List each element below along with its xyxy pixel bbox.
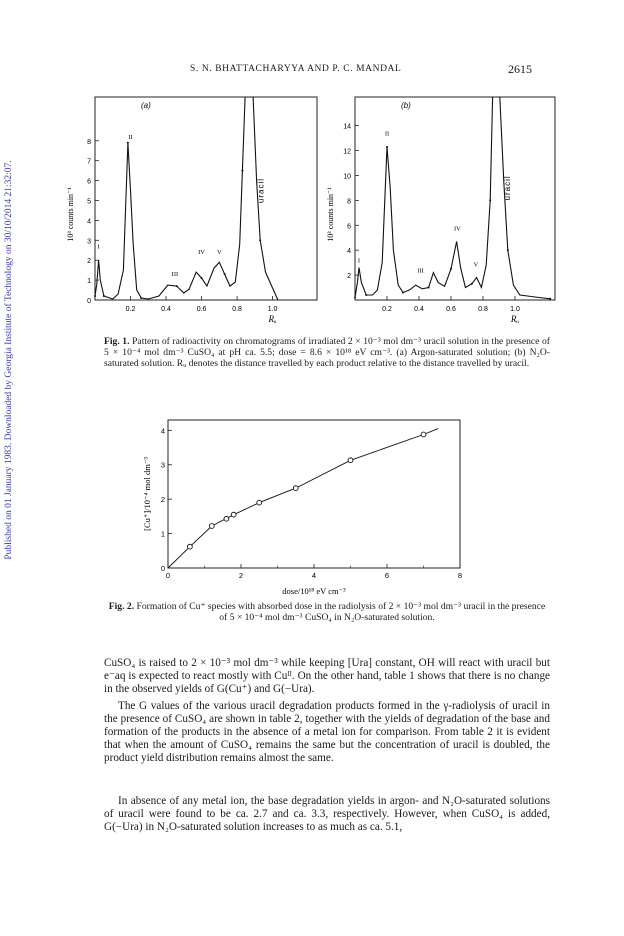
fit-curve (168, 429, 438, 568)
download-watermark-text: Published on 01 January 1983. Downloaded by Georgia Institute of Technology on 30/10/2014 21:32:07. (4, 160, 14, 560)
x-tick-label: 1.0 (510, 306, 520, 313)
peak-label: III (417, 267, 424, 275)
y-axis-label: [Cu⁺]/10⁻⁴ mol dm⁻³ (142, 457, 152, 531)
body-paragraph-3: In absence of any metal ion, the base degradation yields in argon- and N₂O-saturated solutions of uracil were found to be ca. 2.7 and ca. 3.3, respectively. However, when CuSO₄ is added, G(−Ura) in N₂O-saturated solution increases to as much as ca. 5.1, (104, 795, 550, 833)
peak-label: V (473, 261, 479, 269)
x-tick-label: 0.6 (196, 306, 207, 313)
x-axis-label: dose/10¹⁸ eV cm⁻³ (282, 586, 346, 596)
data-point (224, 516, 229, 521)
x-axis-label: Rᵤ (510, 314, 520, 324)
y-tick-label: 1 (160, 529, 165, 539)
panel-label: (a) (141, 101, 151, 110)
panel-label: (b) (401, 101, 411, 110)
figure-1-caption-label: Fig. 1. (104, 336, 130, 347)
y-tick-label: 12 (343, 148, 351, 156)
x-tick-label: 0.6 (446, 306, 456, 313)
x-tick-label: 4 (311, 571, 317, 580)
curve-marker (354, 297, 356, 299)
peak-label: II (384, 130, 390, 138)
y-tick-label: 3 (87, 238, 91, 246)
peak-label: II (128, 133, 133, 141)
figure-1-caption (104, 336, 550, 370)
y-tick-label: 14 (343, 123, 351, 131)
plot-frame (168, 420, 460, 568)
peak-label: V (216, 249, 222, 257)
curve-marker (241, 170, 243, 172)
curve-marker (489, 199, 491, 201)
curve-marker (386, 146, 388, 148)
data-point (348, 458, 353, 463)
figure-1-panel-a (66, 97, 317, 324)
peak-label: IV (198, 249, 205, 257)
x-tick-label: 0.8 (478, 306, 488, 313)
x-tick-label: 0.2 (125, 306, 136, 313)
y-axis-label: 10³ counts min⁻¹ (326, 187, 335, 242)
y-tick-label: 5 (87, 198, 91, 206)
curve-marker (402, 292, 404, 294)
x-tick-label: 2 (238, 571, 244, 580)
figure-2 (140, 412, 480, 602)
y-tick-label: 0 (87, 298, 91, 305)
x-tick-label: 0.8 (232, 306, 242, 313)
peak-label-uracil: uracil (256, 177, 266, 204)
curve-marker (428, 287, 430, 289)
radioactivity-curve (95, 97, 278, 300)
curve-marker (103, 295, 105, 297)
x-tick-label: 6 (384, 571, 390, 580)
curve-marker (94, 295, 96, 297)
data-point (188, 544, 193, 549)
y-tick-label: 8 (347, 198, 351, 206)
x-tick-label: 1.0 (267, 306, 278, 313)
y-tick-label: 4 (87, 218, 91, 226)
curve-marker (450, 268, 452, 270)
panel-frame (95, 97, 317, 300)
curve-marker (549, 298, 551, 300)
peak-label: IV (453, 225, 461, 233)
x-tick-label: 0 (165, 571, 171, 580)
curve-marker (201, 277, 203, 279)
data-point (231, 512, 236, 517)
peak-label: I (97, 243, 100, 251)
peak-label: III (171, 271, 179, 279)
y-tick-label: 6 (347, 223, 351, 231)
x-tick-label: 0.4 (161, 306, 171, 313)
y-tick-label: 4 (347, 248, 351, 256)
peak-label: I (357, 257, 361, 265)
body-paragraph-1: CuSO₄ is raised to 2 × 10⁻³ mol dm⁻³ while keeping [Ura] constant, OH will react with uracil but e⁻aq is expected to react mostly with Cuᴵᴵ. On the other hand, table 1 shows that there is no change in the observed yields of G(Cu⁺) and G(−Ura). (104, 657, 550, 695)
y-axis-label: 10³ counts min⁻¹ (66, 187, 75, 242)
y-tick-label: 1 (87, 278, 91, 286)
y-tick-label: 2 (347, 273, 351, 281)
y-tick-label: 0 (160, 564, 165, 573)
y-tick-label: 2 (160, 495, 165, 505)
curve-marker (259, 239, 261, 241)
radioactivity-curve (355, 97, 550, 299)
data-point (293, 486, 298, 491)
curve-marker (507, 249, 509, 251)
curve-marker (224, 273, 226, 275)
peak-label-uracil: uracil (503, 175, 513, 201)
body-paragraph-2: The G values of the various uracil degradation products formed in the γ-radiolysis of uracil in the presence of CuSO₄ are shown in table 2, together with the yields of degradation of the base and formation of the products in the absence of a metal ion for comparison. From table 2 it is evident that when the amount of CuSO₄ remains the same but the concentration of uracil is doubled, the product yield distribution remains almost the same. (104, 700, 550, 764)
curve-marker (127, 142, 129, 144)
figure-1-caption-text: Pattern of radioactivity on chromatograms of irradiated 2 × 10⁻³ mol dm⁻³ uracil solution in the presence of 5 × 10⁻⁴ mol dm⁻³ CuSO₄ at pH ca. 5.5; dose = 8.6 × 10¹⁸ eV cm⁻³. (a) Argon-saturated solution; (b) N₂O-saturated solution. Rᵤ denotes the distance travelled by each product relative to the distance travelled by uracil. (104, 336, 550, 370)
page-number: 2615 (508, 62, 532, 76)
data-point (209, 524, 214, 529)
x-tick-label: 0.2 (382, 306, 392, 313)
x-axis-label: Rᵤ (268, 314, 277, 324)
y-tick-label: 7 (87, 158, 91, 166)
figure-1-panel-b (326, 97, 555, 324)
figure-2-caption-text: Formation of Cu⁺ species with absorbed dose in the radiolysis of 2 × 10⁻³ mol dm⁻³ uracil in the presence of 5 × 10⁻⁴ mol dm⁻³ CuSO₄ in N₂O-saturated solution. (136, 601, 546, 624)
y-tick-label: 3 (160, 460, 165, 470)
figure-2-caption-label: Fig. 2. (108, 601, 135, 612)
running-title: S. N. BHATTACHARYYA AND P. C. MANDAL (190, 64, 402, 74)
x-tick-label: 0.4 (414, 306, 424, 313)
data-point (257, 500, 262, 505)
download-watermark (2, 100, 16, 620)
y-tick-label: 2 (87, 258, 91, 266)
y-tick-label: 10 (343, 173, 351, 181)
y-tick-label: 8 (87, 138, 91, 146)
figure-2-caption (104, 601, 550, 623)
curve-marker (140, 297, 142, 299)
curve-marker (471, 283, 473, 285)
curve-marker (365, 294, 367, 296)
data-point (421, 432, 426, 437)
x-tick-label: 8 (457, 571, 463, 580)
running-header (0, 64, 624, 80)
figure-1 (50, 92, 570, 332)
y-tick-label: 6 (87, 178, 91, 186)
y-tick-label: 4 (160, 426, 165, 436)
curve-marker (176, 285, 178, 287)
